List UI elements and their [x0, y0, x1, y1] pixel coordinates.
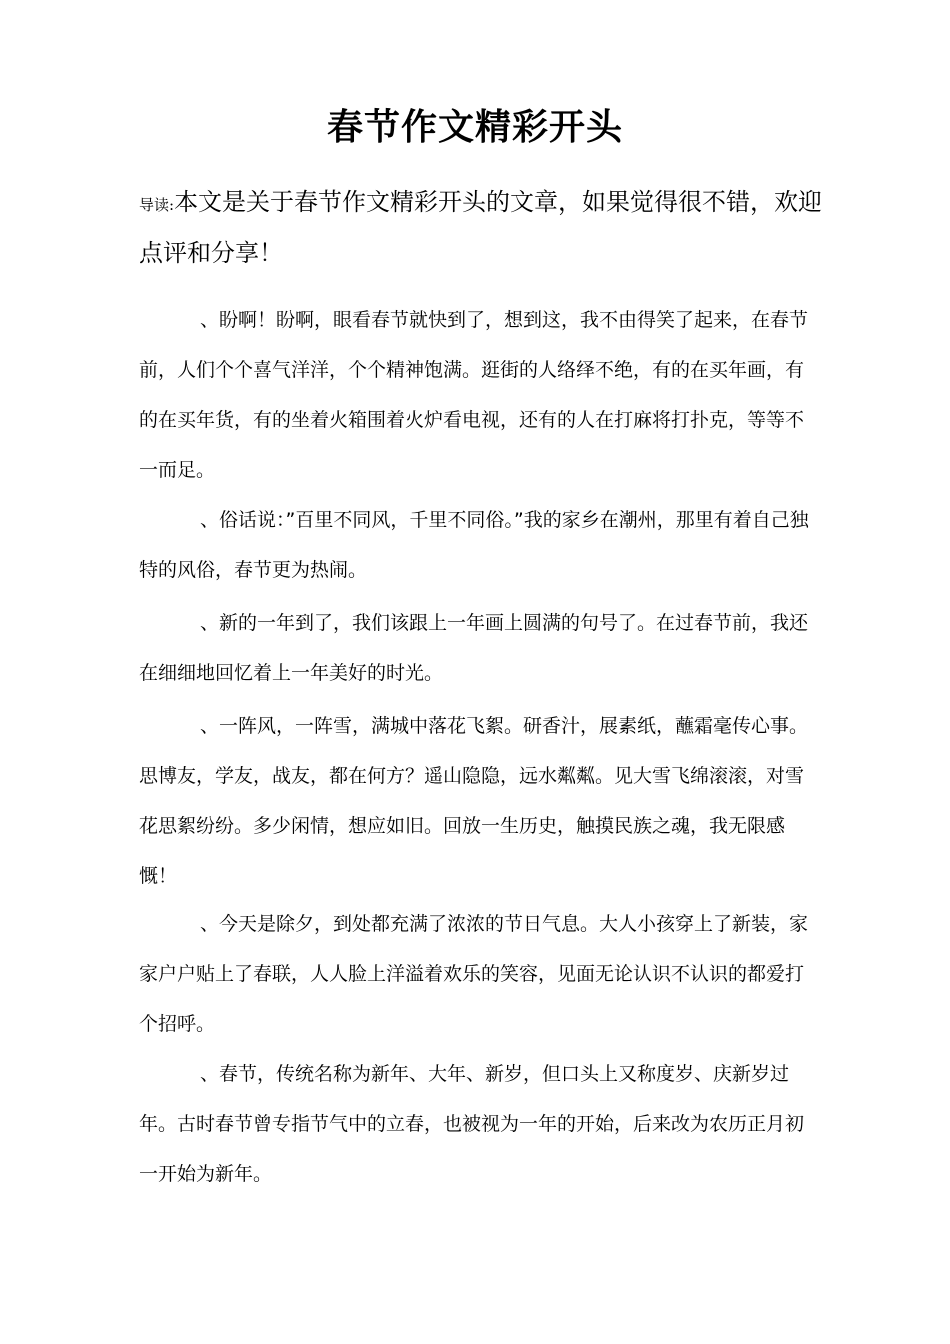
paragraph: 、俗话说：”百里不同风，千里不同俗。”我的家乡在潮州，那里有着自己独特的风俗，春节更为热闹。	[139, 509, 809, 581]
paragraph: 、一阵风，一阵雪，满城中落花飞絮。研香汁，展素纸，蘸霜毫传心事。思博友，学友，战友，都在何方？遥山隐隐，远水粼粼。见大雪飞绵滚滚，对雪花思絮纷纷。多少闲情，想应如旧。回放一生历史，触摸民族之魂，我无限感慨！	[139, 715, 809, 887]
paragraph: 、今天是除夕，到处都充满了浓浓的节日气息。大人小孩穿上了新装，家家户户贴上了春联，人人脸上洋溢着欢乐的笑容，见面无论认识不认识的都爱打个招呼。	[139, 913, 809, 1035]
paragraph: 、盼啊！盼啊，眼看春节就快到了，想到这，我不由得笑了起来，在春节前，人们个个喜气洋洋，个个精神饱满。逛街的人络绎不绝，有的在买年画，有的在买年货，有的坐着火箱围着火炉看电视，还有的人在打麻将打扑克，等等不一而足。	[139, 309, 809, 481]
intro-block	[139, 178, 829, 277]
intro-label: 导读:	[139, 196, 175, 214]
paragraph: 、新的一年到了，我们该跟上一年画上圆满的句号了。在过春节前，我还在细细地回忆着上一年美好的时光。	[139, 612, 809, 684]
intro-text: 本文是关于春节作文精彩开头的文章，如果觉得很不错，欢迎点评和分享！	[139, 188, 823, 267]
paragraph: 、春节，传统名称为新年、大年、新岁，但口头上又称度岁、庆新岁过年。古时春节曾专指节气中的立春，也被视为一年的开始，后来改为农历正月初一开始为新年。	[139, 1063, 805, 1185]
document-title: 春节作文精彩开头	[326, 107, 623, 148]
